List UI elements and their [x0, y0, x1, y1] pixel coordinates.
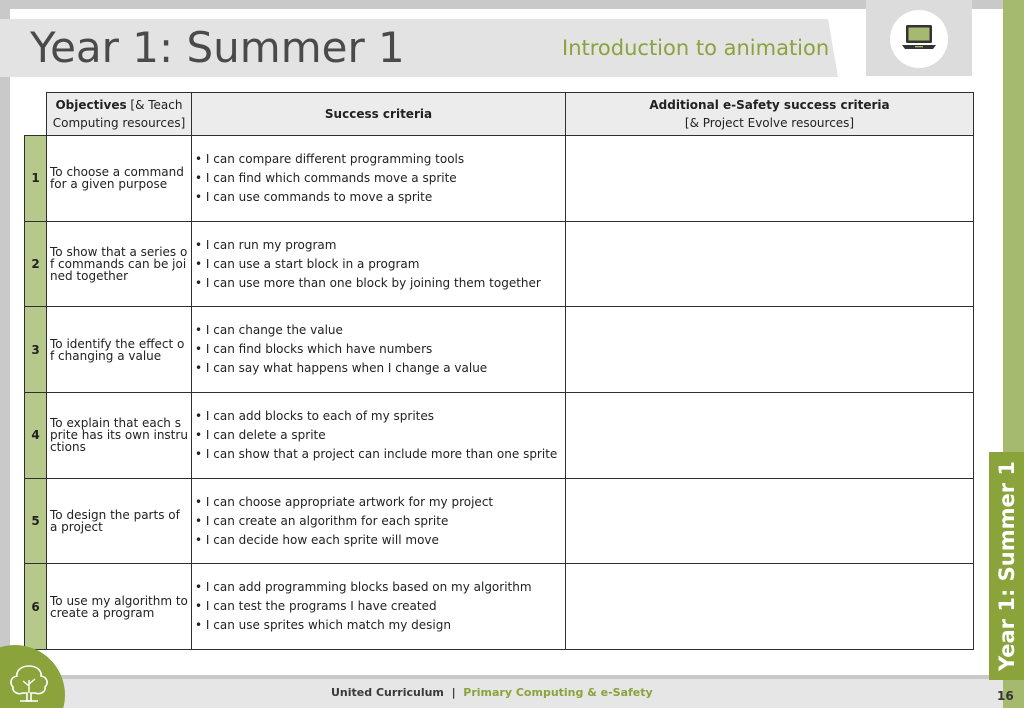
table-row — [25, 221, 974, 307]
criteria-text: I can use sprites which match my design — [205, 618, 451, 633]
criteria-item — [195, 407, 562, 426]
footer-text — [331, 686, 653, 699]
criteria-item — [195, 426, 562, 445]
criteria-text: I can add blocks to each of my sprites — [205, 408, 435, 423]
bullet-icon: • — [195, 599, 206, 614]
page-subtitle: Introduction to animation — [562, 36, 830, 60]
additional-criteria-cell — [566, 221, 974, 307]
criteria-text: I can say what happens when I change a value — [205, 361, 488, 376]
table-header-row — [25, 93, 974, 136]
criteria-item — [195, 321, 562, 340]
row-number: 1 — [25, 136, 47, 222]
bullet-icon: • — [195, 427, 206, 442]
criteria-cell — [192, 136, 566, 222]
row-number: 3 — [25, 307, 47, 393]
table-row — [25, 564, 974, 650]
bullet-icon: • — [195, 237, 206, 252]
criteria-cell — [192, 221, 566, 307]
criteria-text: I can change the value — [205, 323, 343, 338]
bullet-icon: • — [195, 513, 206, 528]
criteria-text: I can use more than one block by joining them together — [205, 275, 541, 290]
criteria-item — [195, 493, 562, 512]
header-spacer — [25, 93, 47, 136]
additional-criteria-cell — [566, 393, 974, 479]
page-title: Year 1: Summer 1 — [30, 23, 405, 72]
criteria-item — [195, 578, 562, 597]
table-row — [25, 307, 974, 393]
criteria-item — [195, 512, 562, 531]
laptop-icon — [900, 22, 938, 52]
additional-criteria-cell — [566, 564, 974, 650]
criteria-item — [195, 597, 562, 616]
table-row — [25, 136, 974, 222]
tree-icon — [4, 660, 54, 704]
criteria-cell — [192, 478, 566, 564]
header-success-criteria: Success criteria — [192, 93, 566, 136]
criteria-text: I can run my program — [205, 237, 337, 252]
row-number: 5 — [25, 478, 47, 564]
top-border — [0, 0, 1003, 9]
criteria-text: I can compare different programming tools — [205, 151, 465, 166]
header-additional-criteria: Additional e-Safety success criteria [& Project Evolve resources] — [566, 93, 974, 136]
criteria-item — [195, 150, 562, 169]
bullet-icon: • — [195, 323, 206, 338]
side-tab-label: Year 1: Summer 1 — [994, 460, 1019, 672]
objectives-table — [24, 92, 974, 650]
table-row — [25, 478, 974, 564]
criteria-item — [195, 445, 562, 464]
footer-separator: | — [451, 686, 456, 699]
bullet-icon: • — [195, 275, 206, 290]
criteria-cell — [192, 393, 566, 479]
objective-cell: To design the parts of a project — [47, 478, 192, 564]
bullet-icon: • — [195, 618, 206, 633]
objective-cell: To identify the effect of changing a value — [47, 307, 192, 393]
row-number: 6 — [25, 564, 47, 650]
row-number: 2 — [25, 221, 47, 307]
bullet-icon: • — [195, 446, 206, 461]
criteria-text: I can choose appropriate artwork for my project — [205, 494, 494, 509]
page-number: 16 — [997, 689, 1014, 703]
criteria-cell — [192, 307, 566, 393]
criteria-item — [195, 274, 562, 293]
bullet-icon: • — [195, 170, 206, 185]
bullet-icon: • — [195, 532, 206, 547]
header-objectives: Objectives [& Teach Computing resources] — [47, 93, 192, 136]
criteria-item — [195, 188, 562, 207]
criteria-text: I can show that a project can include more than one sprite — [205, 446, 558, 461]
bullet-icon: • — [195, 580, 206, 595]
criteria-item — [195, 255, 562, 274]
objective-cell: To show that a series of commands can be joined together — [47, 221, 192, 307]
criteria-text: I can find blocks which have numbers — [205, 342, 433, 357]
criteria-text: I can delete a sprite — [205, 427, 326, 442]
bullet-icon: • — [195, 342, 206, 357]
additional-criteria-cell — [566, 307, 974, 393]
criteria-item — [195, 531, 562, 550]
criteria-item — [195, 236, 562, 255]
bullet-icon: • — [195, 151, 206, 166]
table-row — [25, 393, 974, 479]
criteria-item — [195, 616, 562, 635]
bullet-icon: • — [195, 256, 206, 271]
criteria-text: I can find which commands move a sprite — [205, 170, 457, 185]
bullet-icon: • — [195, 408, 206, 423]
objective-cell: To choose a command for a given purpose — [47, 136, 192, 222]
footer-subject: Primary Computing & e-Safety — [463, 686, 653, 699]
criteria-item — [195, 169, 562, 188]
bullet-icon: • — [195, 494, 206, 509]
criteria-item — [195, 359, 562, 378]
criteria-text: I can use commands to move a sprite — [205, 189, 433, 204]
row-number: 4 — [25, 393, 47, 479]
objective-cell: To explain that each sprite has its own instructions — [47, 393, 192, 479]
additional-criteria-cell — [566, 136, 974, 222]
criteria-text: I can add programming blocks based on my algorithm — [205, 580, 532, 595]
additional-criteria-cell — [566, 478, 974, 564]
criteria-item — [195, 340, 562, 359]
criteria-text: I can test the programs I have created — [205, 599, 437, 614]
objective-cell: To use my algorithm to create a program — [47, 564, 192, 650]
criteria-cell — [192, 564, 566, 650]
bullet-icon: • — [195, 361, 206, 376]
footer-curriculum: United Curriculum — [331, 686, 444, 699]
bullet-icon: • — [195, 189, 206, 204]
criteria-text: I can use a start block in a program — [205, 256, 420, 271]
criteria-text: I can create an algorithm for each sprite — [205, 513, 449, 528]
criteria-text: I can decide how each sprite will move — [205, 532, 439, 547]
